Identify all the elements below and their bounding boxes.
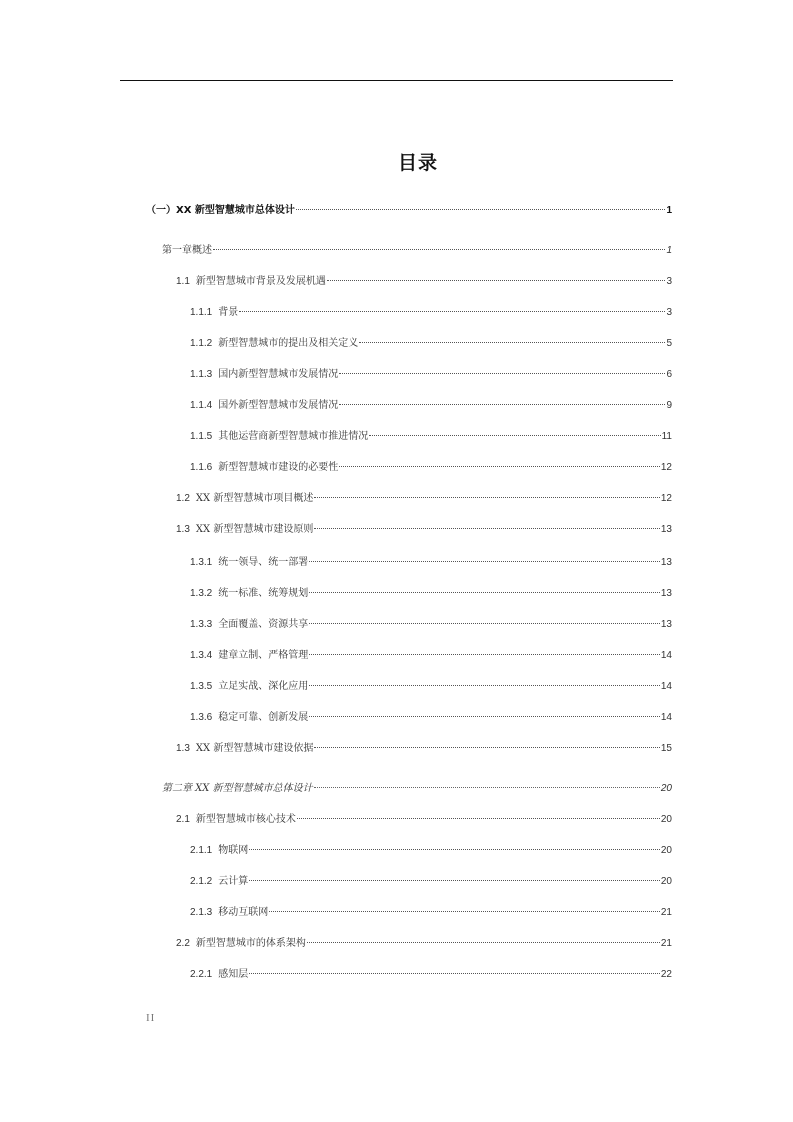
toc-entry-text: 新型智慧城市核心技术 xyxy=(195,814,296,825)
toc-entry-page: 3 xyxy=(666,276,672,287)
toc-entry-number: 1.2 xyxy=(176,493,190,504)
toc-entry-label xyxy=(176,523,313,537)
toc-entry-text: 新型智慧城市背景及发展机遇 xyxy=(195,276,326,287)
toc-entry-number: 2.1.1 xyxy=(190,845,213,856)
toc-entry[interactable] xyxy=(190,556,672,570)
toc-entry-page: 11 xyxy=(661,431,672,442)
toc-leader-dots xyxy=(339,404,665,405)
toc-entry[interactable] xyxy=(146,204,672,218)
toc-entry-text: 稳定可靠、创新发展 xyxy=(218,712,309,723)
toc-entry[interactable] xyxy=(176,813,672,827)
toc-leader-dots xyxy=(239,311,665,312)
toc-entry-text: 立足实战、深化应用 xyxy=(218,681,309,692)
toc-entry-page: 9 xyxy=(666,400,672,411)
toc-entry-number: 2.1 xyxy=(176,814,190,825)
toc-entry[interactable] xyxy=(176,275,672,289)
toc-entry[interactable] xyxy=(176,492,672,506)
toc-entry-label xyxy=(162,782,313,796)
toc-entry-label xyxy=(190,337,358,351)
toc-entry-label xyxy=(176,492,313,506)
toc-entry-number: 1.1.1 xyxy=(190,307,213,318)
toc-entry-number: 1.3 xyxy=(176,743,190,754)
page-title: 目录 xyxy=(397,152,438,174)
toc-entry-page: 5 xyxy=(666,338,672,349)
toc-entry-label xyxy=(190,711,308,725)
toc-leader-dots xyxy=(369,435,660,436)
toc-entry-page: 13 xyxy=(660,588,672,599)
toc-entry-page: 15 xyxy=(660,743,672,754)
toc-entry-text: 新型智慧城市的提出及相关定义 xyxy=(218,338,359,349)
toc-entry-page: 13 xyxy=(660,524,672,535)
toc-leader-dots xyxy=(307,942,660,943)
toc-leader-dots xyxy=(249,880,660,881)
toc-entry-label xyxy=(176,813,296,827)
toc-entry-page: 12 xyxy=(660,493,672,504)
toc-leader-dots xyxy=(327,280,666,281)
toc-entry-page: 20 xyxy=(660,783,672,794)
toc-entry-label xyxy=(190,906,268,920)
toc-entry-number: 1.3.5 xyxy=(190,681,213,692)
toc-entry-text: 第二章 XX 新型智慧城市总体设计 xyxy=(162,783,313,794)
toc-entry-page: 13 xyxy=(660,619,672,630)
toc-entry-text: 物联网 xyxy=(218,845,249,856)
toc-entry-label xyxy=(190,368,338,382)
toc-entry[interactable] xyxy=(190,618,672,632)
toc-entry[interactable] xyxy=(190,875,672,889)
toc-entry-page: 20 xyxy=(660,845,672,856)
toc-leader-dots xyxy=(339,466,660,467)
toc-entry[interactable] xyxy=(190,649,672,663)
toc-entry-text: 建章立制、严格管理 xyxy=(218,650,309,661)
toc-leader-dots xyxy=(309,592,660,593)
toc-entry[interactable] xyxy=(162,244,672,258)
toc-entry-number: 1.1.4 xyxy=(190,400,213,411)
toc-entry[interactable] xyxy=(162,782,672,796)
toc-leader-dots xyxy=(314,787,660,788)
toc-entry-text: XX 新型智慧城市建设原则 xyxy=(195,524,314,535)
toc-entry-number: 1.3.1 xyxy=(190,557,213,568)
toc-leader-dots xyxy=(309,716,660,717)
toc-entry-page: 1 xyxy=(666,205,672,216)
toc-entry[interactable] xyxy=(190,968,672,982)
toc-entry-text: 其他运营商新型智慧城市推进情况 xyxy=(218,431,369,442)
toc-entry-page: 22 xyxy=(660,969,672,980)
toc-entry-page: 14 xyxy=(660,712,672,723)
toc-entry-page: 12 xyxy=(660,462,672,473)
toc-entry-page: 6 xyxy=(666,369,672,380)
toc-entry-page: 20 xyxy=(660,876,672,887)
toc-entry-number: 2.2.1 xyxy=(190,969,213,980)
toc-entry-text: 感知层 xyxy=(218,969,249,980)
toc-leader-dots xyxy=(309,561,660,562)
toc-entry-label xyxy=(190,556,308,570)
toc-entry-number: 1.1.2 xyxy=(190,338,213,349)
toc-entry[interactable] xyxy=(190,399,672,413)
toc-entry[interactable] xyxy=(190,306,672,320)
toc-entry-number: 1.3.4 xyxy=(190,650,213,661)
toc-entry-number: 1.1.5 xyxy=(190,431,213,442)
toc-entry[interactable] xyxy=(176,937,672,951)
toc-entry-text: 国内新型智慧城市发展情况 xyxy=(218,369,339,380)
toc-entry[interactable] xyxy=(176,742,672,756)
toc-leader-dots xyxy=(296,209,666,210)
toc-entry[interactable] xyxy=(190,711,672,725)
toc-entry[interactable] xyxy=(190,430,672,444)
page-number: II xyxy=(146,1012,156,1024)
toc-entry-label xyxy=(190,587,308,601)
toc-entry[interactable] xyxy=(190,337,672,351)
toc-entry-number: 2.1.2 xyxy=(190,876,213,887)
toc-leader-dots xyxy=(309,623,660,624)
toc-entry-number: 1.1.6 xyxy=(190,462,213,473)
toc-entry-label xyxy=(190,844,248,858)
toc-entry-page: 3 xyxy=(666,307,672,318)
toc-entry-label xyxy=(176,742,313,756)
toc-entry-text: 新型智慧城市建设的必要性 xyxy=(218,462,339,473)
toc-entry-label xyxy=(176,937,306,951)
toc-entry-label xyxy=(190,399,338,413)
toc-leader-dots xyxy=(269,911,660,912)
toc-entry-page: 20 xyxy=(660,814,672,825)
toc-entry-text: 统一领导、统一部署 xyxy=(218,557,309,568)
toc-leader-dots xyxy=(309,685,660,686)
toc-leader-dots xyxy=(249,849,660,850)
toc-entry-label xyxy=(146,204,295,218)
toc-entry[interactable] xyxy=(190,844,672,858)
toc-entry[interactable] xyxy=(190,461,672,475)
toc-entry-text: 云计算 xyxy=(218,876,249,887)
toc-leader-dots xyxy=(314,528,660,529)
toc-entry-number: 1.3.3 xyxy=(190,619,213,630)
toc-entry-label xyxy=(190,618,308,632)
toc-entry-label xyxy=(162,244,212,258)
toc-entry-number: 2.2 xyxy=(176,938,190,949)
toc-entry-text: 第一章概述 xyxy=(162,245,212,256)
toc-entry-page: 21 xyxy=(660,938,672,949)
toc-leader-dots xyxy=(309,654,660,655)
toc-entry-label xyxy=(190,306,238,320)
toc-entry-text: XX 新型智慧城市项目概述 xyxy=(195,493,314,504)
toc-entry-page: 14 xyxy=(660,681,672,692)
toc-entry-label xyxy=(176,275,326,289)
toc-entry[interactable] xyxy=(190,680,672,694)
toc-entry-page: 14 xyxy=(660,650,672,661)
toc-leader-dots xyxy=(339,373,665,374)
toc-entry-number: 1.3.6 xyxy=(190,712,213,723)
toc-entry-text: 移动互联网 xyxy=(218,907,269,918)
toc-leader-dots xyxy=(249,973,660,974)
toc-entry-label xyxy=(190,875,248,889)
toc-entry-label xyxy=(190,968,248,982)
toc-entry-number: 1.3 xyxy=(176,524,190,535)
toc-entry-page: 21 xyxy=(660,907,672,918)
toc-entry[interactable] xyxy=(176,523,672,537)
toc-entry-number: 1.1 xyxy=(176,276,190,287)
toc-entry-text: XX 新型智慧城市建设依据 xyxy=(195,743,314,754)
toc-leader-dots xyxy=(213,249,665,250)
toc-entry[interactable] xyxy=(190,906,672,920)
toc-entry-number: 1.3.2 xyxy=(190,588,213,599)
toc-entry-number: 2.1.3 xyxy=(190,907,213,918)
toc-entry-label xyxy=(190,461,338,475)
toc-entry[interactable] xyxy=(190,587,672,601)
toc-entry-text: 统一标准、统筹规划 xyxy=(218,588,309,599)
toc-entry-text: 新型智慧城市的体系架构 xyxy=(195,938,306,949)
toc-leader-dots xyxy=(314,497,660,498)
toc-entry-number: 1.1.3 xyxy=(190,369,213,380)
toc-leader-dots xyxy=(359,342,665,343)
toc-entry-text: 全面覆盖、资源共享 xyxy=(218,619,309,630)
toc-entry-text: 国外新型智慧城市发展情况 xyxy=(218,400,339,411)
toc-entry-page: 1 xyxy=(666,245,672,256)
toc-entry-label xyxy=(190,649,308,663)
toc-leader-dots xyxy=(314,747,660,748)
toc-entry-page: 13 xyxy=(660,557,672,568)
toc-entry-text: （一）XX 新型智慧城市总体设计 xyxy=(146,205,295,216)
toc-leader-dots xyxy=(297,818,660,819)
toc-entry-label xyxy=(190,430,368,444)
toc-entry-label xyxy=(190,680,308,694)
toc-entry[interactable] xyxy=(190,368,672,382)
toc-entry-text: 背景 xyxy=(218,307,239,318)
